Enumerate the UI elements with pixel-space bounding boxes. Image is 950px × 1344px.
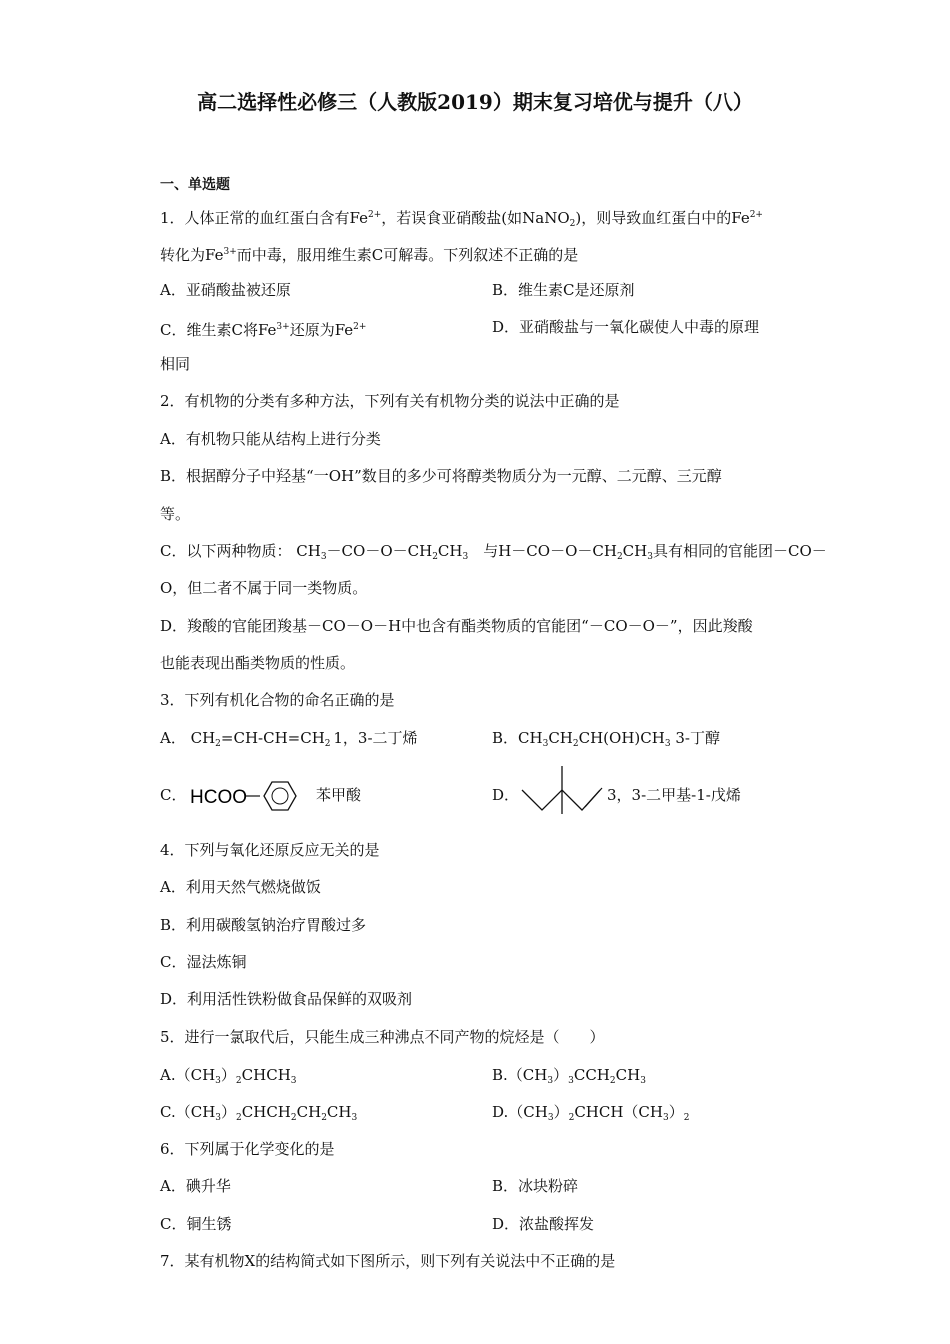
q1-option-a: A．亚硝酸盐被还原 xyxy=(160,281,291,299)
q6-option-b: B．冰块粉碎 xyxy=(492,1177,579,1195)
q3-option-d-label: D． xyxy=(492,786,520,804)
q1-option-d-cont: 相同 xyxy=(160,355,191,373)
q3-option-d-structure xyxy=(520,764,610,822)
q4-option-a: A．利用天然气燃烧做饭 xyxy=(160,878,321,896)
q5-option-a: $A.(CH_3)_2CHCH_3$ xyxy=(160,1066,297,1086)
q6-stem: 6．下列属于化学变化的是 xyxy=(160,1140,335,1158)
q1-stem-line2: 转化为$Fe^{3+}$而中毒，服用维生素C可解毒。下列叙述不正确的是 xyxy=(160,246,579,264)
q2-option-c-cont: O，但二者不属于同一类物质。 xyxy=(160,579,368,597)
q2-stem: 2．有机物的分类有多种方法，下列有关有机物分类的说法中正确的是 xyxy=(160,392,620,410)
q6-option-a: A．碘升华 xyxy=(160,1177,231,1195)
page-title: 高二选择性必修三（人教版2019）期末复习培优与提升（八） xyxy=(197,90,753,114)
q2-option-d: D．羧酸的官能团羧基－CO－O－H中也含有酯类物质的官能团“－CO－O－”，因此羧酸 xyxy=(160,617,753,635)
q3-option-a: A． $CH_2=CH-CH=CH_2$ 1，3-二丁烯 xyxy=(160,729,418,749)
q2-option-b: B．根据醇分子中羟基“一OH”数目的多少可将醇类物质分为一元醇、二元醇、三元醇 xyxy=(160,467,722,485)
q2-option-b-cont: 等。 xyxy=(160,505,191,523)
q1-option-c: C．维生素C将$Fe^{3+}$还原为$Fe^{2+}$ xyxy=(160,321,367,339)
q4-option-b: B．利用碳酸氢钠治疗胃酸过多 xyxy=(160,916,367,934)
q6-option-c: C．铜生锈 xyxy=(160,1215,232,1233)
q3-option-c-formula: HCOO xyxy=(190,787,247,808)
q3-option-d-name: 3，3-二甲基-1-戊烯 xyxy=(607,786,741,804)
q4-option-d: D．利用活性铁粉做食品保鲜的双吸剂 xyxy=(160,990,413,1008)
q3-option-b: B．$CH_3CH_2CH(OH)CH_3$ 3-丁醇 xyxy=(492,729,720,749)
q5-stem: 5．进行一氯取代后，只能生成三种沸点不同产物的烷烃是（ ） xyxy=(160,1028,605,1046)
q1-option-b: B．维生素C是还原剂 xyxy=(492,281,635,299)
q3-option-c-structure xyxy=(190,776,310,820)
q3-option-c-name: 苯甲酸 xyxy=(316,786,362,804)
q2-option-a: A．有机物只能从结构上进行分类 xyxy=(160,430,381,448)
q5-option-c: $C.(CH_3)_2CHCH_2CH_2CH_3$ xyxy=(160,1103,358,1123)
q7-stem: 7．某有机物X的结构简式如下图所示，则下列有关说法中不正确的是 xyxy=(160,1252,616,1270)
q4-option-c: C．湿法炼铜 xyxy=(160,953,247,971)
q2-option-d-cont: 也能表现出酯类物质的性质。 xyxy=(160,654,356,672)
q1-stem-line1: 1．人体正常的血红蛋白含有$Fe^{2+}$，若误食亚硝酸盐(如NaNO$_2$)，则导致血红蛋白中的$Fe^{2+}$ xyxy=(160,209,763,229)
q4-stem: 4．下列与氧化还原反应无关的是 xyxy=(160,841,380,859)
q3-option-c-label: C． xyxy=(160,786,187,804)
q3-stem: 3．下列有机化合物的命名正确的是 xyxy=(160,691,395,709)
q1-option-d: D．亚硝酸盐与一氧化碳使人中毒的原理 xyxy=(492,318,760,336)
q2-option-c: C．以下两种物质： $CH_3-CO-O-CH_2CH_3$ 与$H-CO-O-CH_2CH_3$具有相同的官能团－CO－ xyxy=(160,542,827,562)
q5-option-b: $B.(CH_3)_3CCH_2CH_3$ xyxy=(492,1066,646,1086)
section-heading: 一、单选题 xyxy=(160,177,230,193)
q5-option-d: $D.(CH_3)_2CHCH(CH_3)_2$ xyxy=(492,1103,690,1123)
q6-option-d: D．浓盐酸挥发 xyxy=(492,1215,595,1233)
